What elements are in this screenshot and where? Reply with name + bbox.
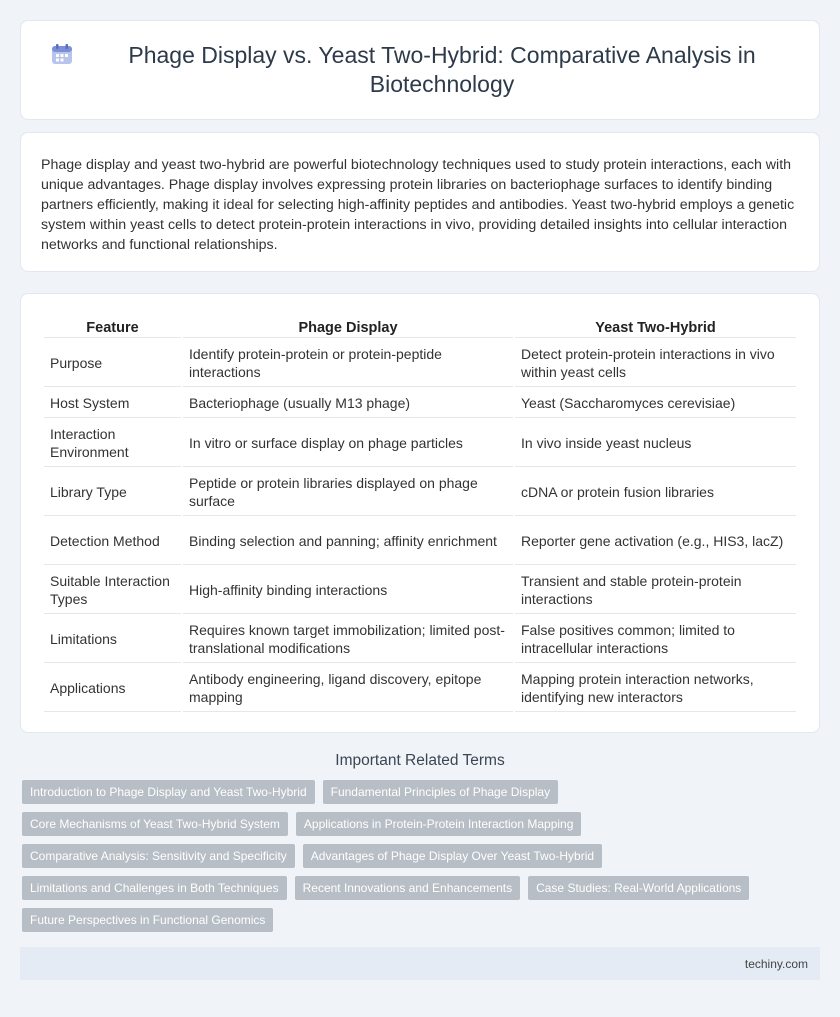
row-phage-value: In vitro or surface display on phage particles	[183, 420, 513, 467]
header-phage-display: Phage Display	[183, 316, 513, 338]
related-terms-title: Important Related Terms	[335, 752, 505, 769]
row-phage-value: High-affinity binding interactions	[183, 567, 513, 614]
table-row	[44, 420, 796, 467]
page-title: Phage Display vs. Yeast Two-Hybrid: Comparative Analysis in Biotechnology	[128, 42, 756, 97]
table-header-row	[44, 316, 796, 338]
row-yeast-value: Detect protein-protein interactions in vivo within yeast cells	[515, 340, 796, 387]
related-term-tag[interactable]: Limitations and Challenges in Both Techniques	[22, 876, 287, 900]
title-wrap	[51, 41, 789, 99]
title-card	[20, 20, 820, 120]
footer-site-link[interactable]: techiny.com	[744, 956, 808, 971]
intro-paragraph: Phage display and yeast two-hybrid are powerful biotechnology techniques used to study protein interactions, each with unique advantages. Phage display involves expressing protein libraries on bacteriophage surfaces to identify binding partners efficiently, making it ideal for selecting high-affinity peptides and antibodies. Yeast two-hybrid employs a genetic system within yeast cells to detect protein-protein interactions in vivo, providing detailed insights into cellular interaction networks and functional relationships.	[41, 157, 795, 253]
row-phage-value: Requires known target immobilization; limited post-translational modifications	[183, 616, 513, 663]
row-yeast-value: Reporter gene activation (e.g., HIS3, lacZ)	[515, 518, 796, 565]
related-term-tag[interactable]: Comparative Analysis: Sensitivity and Specificity	[22, 844, 295, 868]
related-term-tag[interactable]: Recent Innovations and Enhancements	[295, 876, 520, 900]
row-phage-value: Bacteriophage (usually M13 phage)	[183, 389, 513, 418]
related-term-tag[interactable]: Case Studies: Real-World Applications	[528, 876, 749, 900]
related-term-tag[interactable]: Core Mechanisms of Yeast Two-Hybrid System	[22, 812, 288, 836]
row-phage-value: Peptide or protein libraries displayed on phage surface	[183, 469, 513, 516]
row-yeast-value: cDNA or protein fusion libraries	[515, 469, 796, 516]
table-row	[44, 469, 796, 516]
header-yeast-two-hybrid: Yeast Two-Hybrid	[515, 316, 796, 338]
row-phage-value: Identify protein-protein or protein-peptide interactions	[183, 340, 513, 387]
table-row	[44, 518, 796, 565]
row-feature: Purpose	[44, 340, 181, 387]
footer	[20, 947, 820, 980]
row-feature: Interaction Environment	[44, 420, 181, 467]
table-row	[44, 340, 796, 387]
row-phage-value: Antibody engineering, ligand discovery, epitope mapping	[183, 665, 513, 712]
table-row	[44, 567, 796, 614]
table-row	[44, 616, 796, 663]
related-term-tag[interactable]: Applications in Protein-Protein Interaction Mapping	[296, 812, 581, 836]
row-yeast-value: Mapping protein interaction networks, identifying new interactors	[515, 665, 796, 712]
row-yeast-value: In vivo inside yeast nucleus	[515, 420, 796, 467]
row-feature: Detection Method	[44, 518, 181, 565]
table-row	[44, 665, 796, 712]
table-row	[44, 389, 796, 418]
related-term-tag[interactable]: Advantages of Phage Display Over Yeast Two-Hybrid	[303, 844, 602, 868]
row-feature: Suitable Interaction Types	[44, 567, 181, 614]
related-term-tag[interactable]: Future Perspectives in Functional Genomics	[22, 908, 273, 932]
row-yeast-value: False positives common; limited to intracellular interactions	[515, 616, 796, 663]
related-term-tag[interactable]: Introduction to Phage Display and Yeast Two-Hybrid	[22, 780, 315, 804]
row-feature: Applications	[44, 665, 181, 712]
intro-card	[20, 132, 820, 272]
row-yeast-value: Yeast (Saccharomyces cerevisiae)	[515, 389, 796, 418]
row-feature: Limitations	[44, 616, 181, 663]
calendar-icon	[51, 43, 73, 65]
comparison-card	[20, 293, 820, 733]
comparison-table	[42, 314, 798, 714]
row-phage-value: Binding selection and panning; affinity enrichment	[183, 518, 513, 565]
row-feature: Host System	[44, 389, 181, 418]
header-feature: Feature	[44, 316, 181, 338]
related-term-tag[interactable]: Fundamental Principles of Phage Display	[323, 780, 558, 804]
related-terms-list	[22, 780, 820, 932]
row-yeast-value: Transient and stable protein-protein interactions	[515, 567, 796, 614]
row-feature: Library Type	[44, 469, 181, 516]
